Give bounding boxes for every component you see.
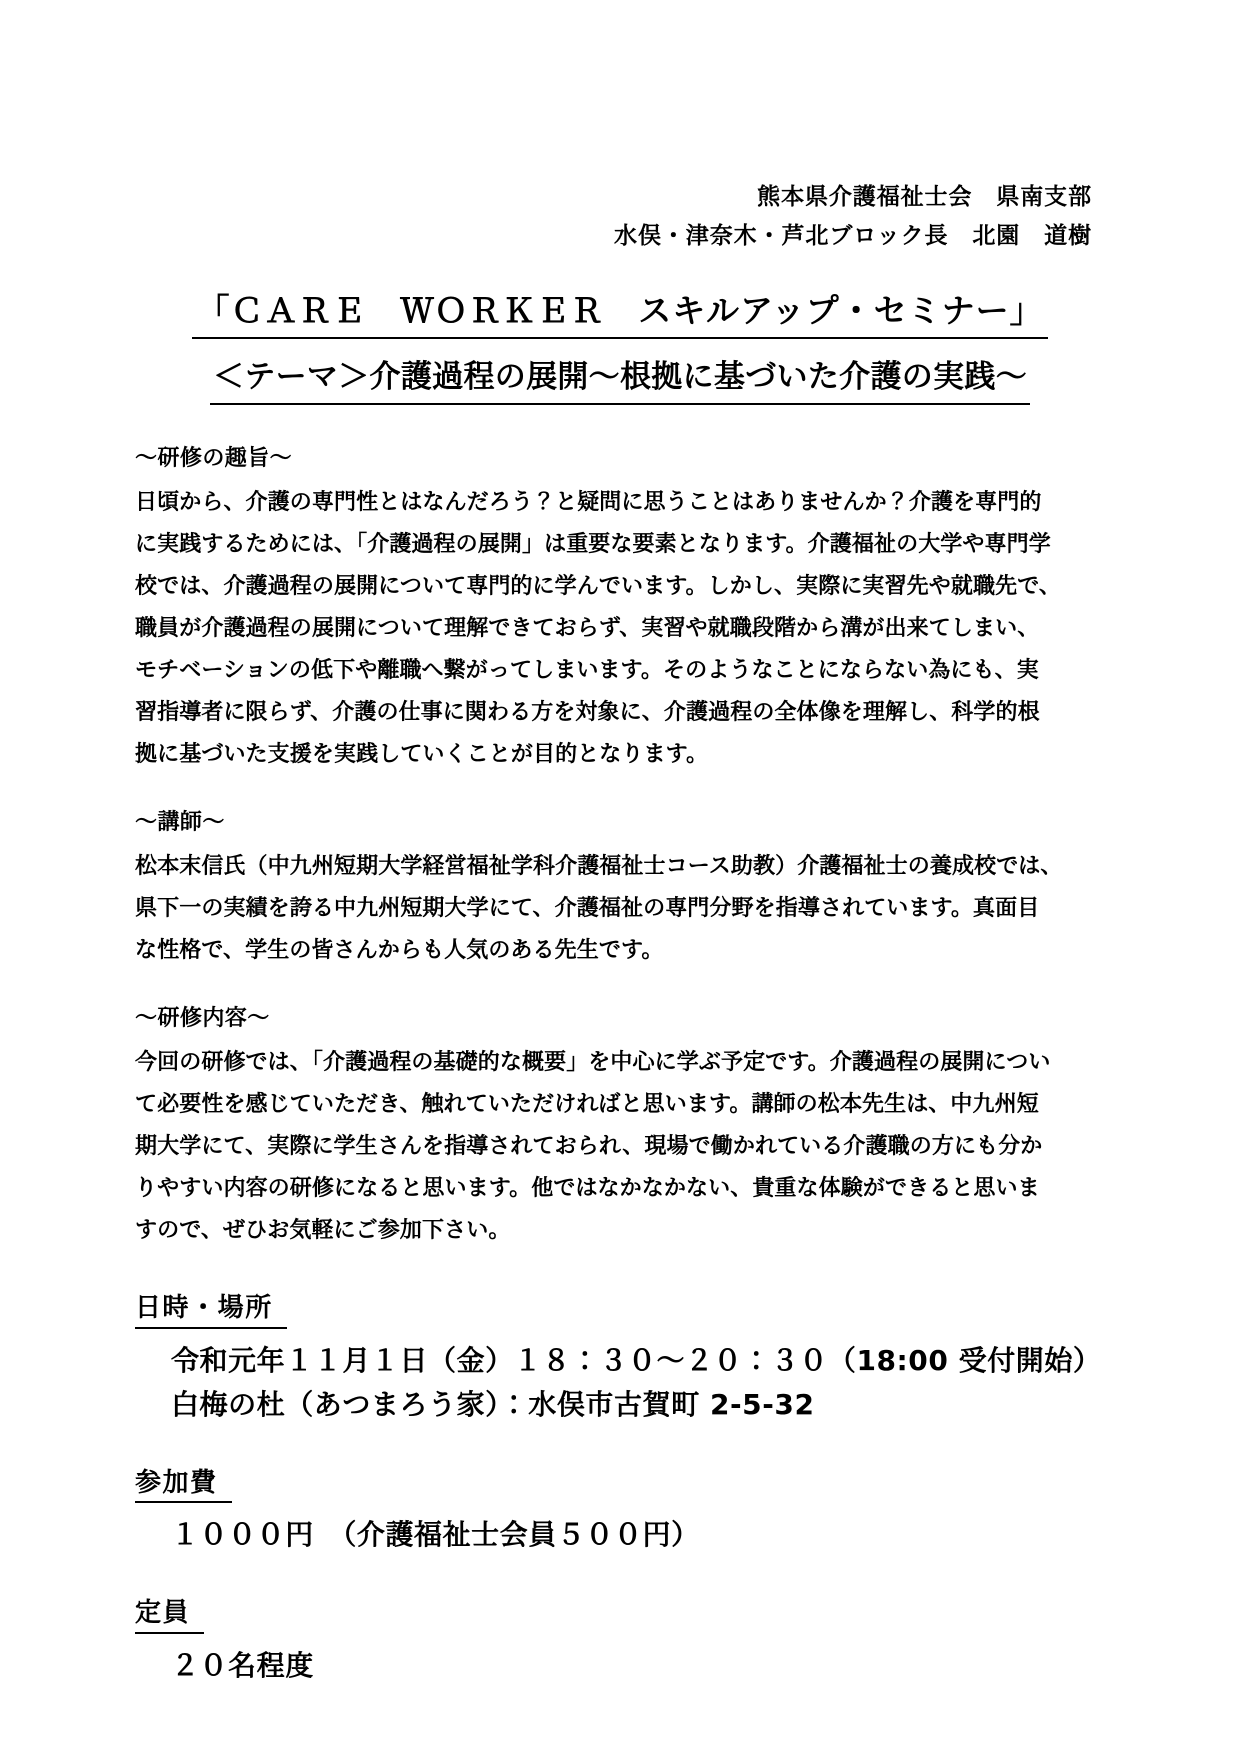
- text-line: 校では、介護過程の展開について専門的に学んでいます。しかし、実際に実習先や就職先で、: [135, 574, 1061, 599]
- text-line: 期大学にて、実際に学生さんを指導されておられ、現場で働かれている介護職の方にも分か: [135, 1134, 1043, 1159]
- section-spacer: [135, 1557, 980, 1599]
- section-lecturer-label: ～講師～: [135, 810, 225, 835]
- header-block-chief: 水俣・津奈木・芦北ブロック長 北園 道樹: [614, 223, 1092, 249]
- section-spacer: [135, 1427, 980, 1469]
- text-line: て必要性を感じていただき、触れていただければと思います。講師の松本先生は、中九州短: [135, 1092, 1039, 1117]
- info-heading-fee: 参加費: [135, 1469, 232, 1504]
- section-purpose-text: [135, 482, 1061, 776]
- text-line: に実践するためには、「介護過程の展開」は重要な要素となります。介護福祉の大学や専門学: [135, 532, 1051, 557]
- text-line: 日頃から、介護の専門性とはなんだろう？と疑問に思うことはありませんか？介護を専門的: [135, 490, 1042, 515]
- info-heading-datetime-place: 日時・場所: [135, 1294, 287, 1329]
- theme-title-row: [0, 360, 1240, 405]
- section-purpose: [135, 446, 1061, 776]
- info-datetime-place: [135, 1293, 1102, 1427]
- section-purpose-label: ～研修の趣旨～: [135, 446, 293, 471]
- text-line: モチベーションの低下や離職へ繋がってしまいます。そのようなことにならない為にも、実: [135, 658, 1039, 683]
- info-fee-value: １０００円 （介護福祉士会員５００円）: [171, 1518, 700, 1552]
- section-spacer: [135, 1252, 980, 1294]
- info-capacity-value: ２０名程度: [171, 1648, 314, 1682]
- main-title-row: [0, 292, 1240, 339]
- section-content: [135, 1006, 1051, 1252]
- section-spacer: [135, 972, 980, 1008]
- text-line: な性格で、学生の皆さんからも人気のある先生です。: [135, 938, 664, 963]
- text-line: 松本末信氏（中九州短期大学経営福祉学科介護福祉士コース助教）介護福祉士の養成校では、: [135, 854, 1063, 879]
- text-line: りやすい内容の研修になると思います。他ではなかなかない、貴重な体験ができると思いま: [135, 1176, 1040, 1201]
- text-line: 拠に基づいた支援を実践していくことが目的となります。: [135, 742, 709, 767]
- section-content-label: ～研修内容～: [135, 1006, 270, 1031]
- document-header: [614, 186, 1092, 248]
- info-capacity: [135, 1599, 980, 1688]
- text-line: すので、ぜひお気軽にご参加下さい。: [135, 1218, 511, 1243]
- document-body: [135, 446, 1102, 1688]
- info-datetime-value: 令和元年１１月１日（金）１８：３０～２０：３０（18:00 受付開始）: [171, 1343, 1102, 1377]
- page-title: 「ＣＡＲＥ ＷＯＲＫＥＲ スキルアップ・セミナー」: [192, 292, 1047, 339]
- seminar-theme: ＜テーマ＞介護過程の展開～根拠に基づいた介護の実践～: [210, 360, 1030, 405]
- info-fee: [135, 1469, 980, 1558]
- text-line: 習指導者に限らず、介護の仕事に関わる方を対象に、介護過程の全体像を理解し、科学的根: [135, 700, 1040, 725]
- text-line: 今回の研修では、「介護過程の基礎的な概要」を中心に学ぶ予定です。介護過程の展開につい: [135, 1050, 1051, 1075]
- header-organization: 熊本県介護福祉士会 県南支部: [757, 184, 1092, 210]
- section-lecturer: [135, 810, 1063, 972]
- info-place-value: 白梅の杜（あつまろう家）：水俣市古賀町 2-5-32: [171, 1387, 815, 1421]
- text-line: 県下一の実績を誇る中九州短期大学にて、介護福祉の専門分野を指導されています。真面目: [135, 896, 1040, 921]
- section-spacer: [135, 776, 980, 812]
- info-heading-capacity: 定員: [135, 1599, 204, 1634]
- section-lecturer-text: [135, 846, 1063, 972]
- text-line: 職員が介護過程の展開について理解できておらず、実習や就職段階から溝が出来てしまい、: [135, 616, 1040, 641]
- section-content-text: [135, 1042, 1051, 1252]
